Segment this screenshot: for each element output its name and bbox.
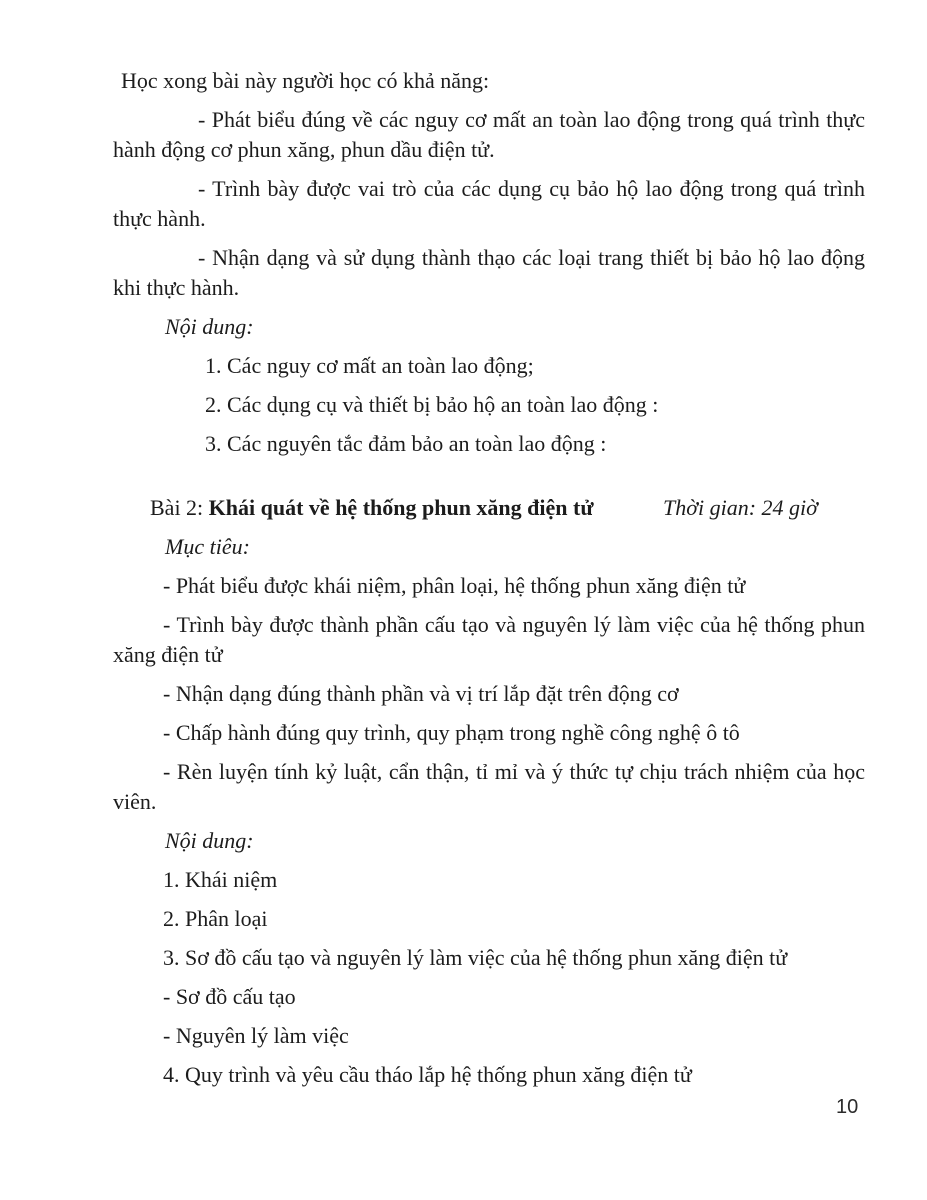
objective-bullet: - Rèn luyện tính kỷ luật, cẩn thận, tỉ mỉ và ý thức tự chịu trách nhiệm của học viên. (113, 759, 865, 814)
content-item: 3. Các nguyên tắc đảm bảo an toàn lao động : (205, 431, 607, 456)
objective-bullet: - Phát biểu đúng về các nguy cơ mất an toàn lao động trong quá trình thực hành động cơ phun xăng, phun dầu điện tử. (113, 107, 865, 162)
content-item: - Sơ đồ cấu tạo (163, 984, 296, 1009)
content-label: Nội dung: (165, 314, 254, 339)
content-item: 2. Các dụng cụ và thiết bị bảo hộ an toàn lao động : (205, 392, 659, 417)
content-label: Nội dung: (165, 828, 254, 853)
lesson-title: Khái quát về hệ thống phun xăng điện tử (208, 495, 594, 520)
objective-bullet: - Phát biểu được khái niệm, phân loại, hệ thống phun xăng điện tử (163, 573, 746, 598)
content-item: 1. Khái niệm (163, 867, 278, 892)
objectives-label: Mục tiêu: (165, 534, 250, 559)
capability-intro-paragraph: Học xong bài này người học có khả năng: (121, 68, 490, 93)
objective-bullet: - Trình bày được thành phần cấu tạo và nguyên lý làm việc của hệ thống phun xăng điện tử (113, 612, 865, 667)
lesson-duration: Thời gian: 24 giờ (663, 495, 818, 520)
content-item: 4. Quy trình và yêu cầu tháo lắp hệ thống phun xăng điện tử (163, 1062, 692, 1087)
content-item: - Nguyên lý làm việc (163, 1023, 349, 1048)
objective-bullet: - Trình bày được vai trò của các dụng cụ bảo hộ lao động trong quá trình thực hành. (113, 176, 865, 231)
lesson-label: Bài 2: (150, 495, 204, 520)
document-content (113, 66, 865, 1099)
lesson-heading (113, 493, 865, 523)
content-item: 3. Sơ đồ cấu tạo và nguyên lý làm việc của hệ thống phun xăng điện tử (163, 945, 788, 970)
page-number: 10 (836, 1096, 859, 1118)
objective-bullet: - Nhận dạng đúng thành phần và vị trí lắp đặt trên động cơ (163, 681, 679, 706)
content-item: 1. Các nguy cơ mất an toàn lao động; (205, 353, 534, 378)
objective-bullet: - Nhận dạng và sử dụng thành thạo các loại trang thiết bị bảo hộ lao động khi thực hành. (113, 245, 865, 300)
objective-bullet: - Chấp hành đúng quy trình, quy phạm trong nghề công nghệ ô tô (163, 720, 740, 745)
content-item: 2. Phân loại (163, 906, 268, 931)
